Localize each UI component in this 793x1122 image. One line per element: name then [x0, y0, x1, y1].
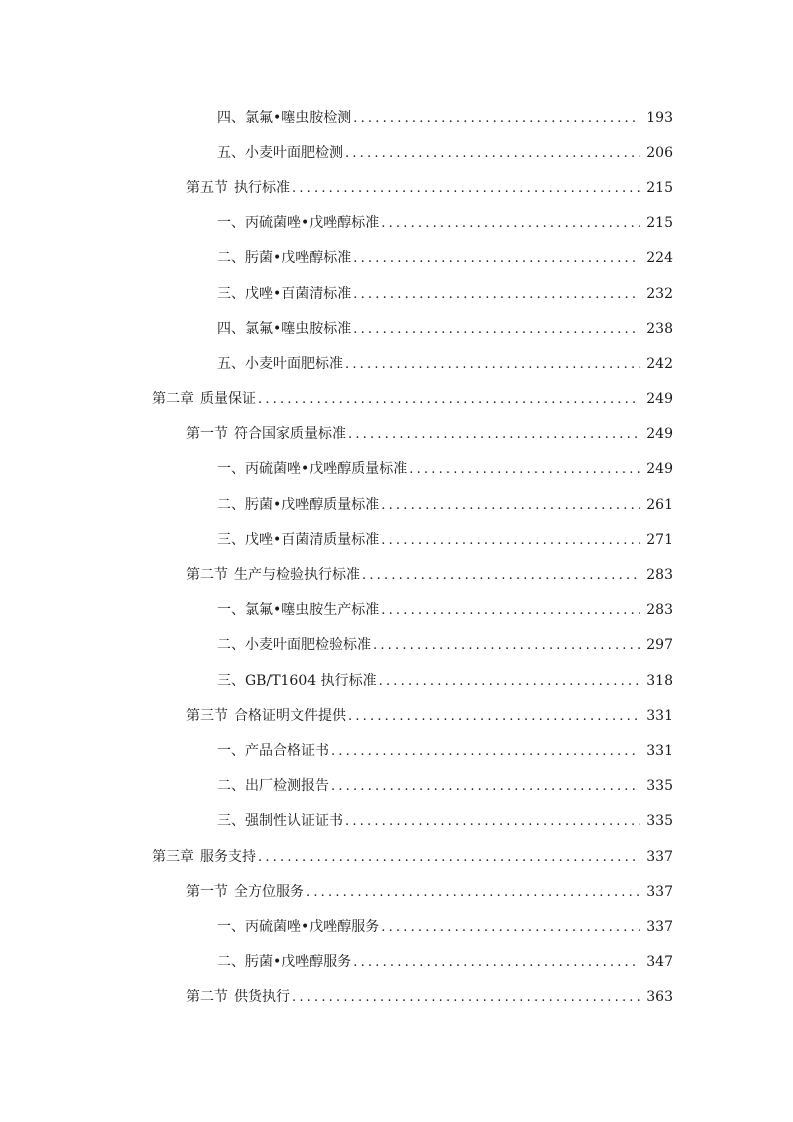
toc-entry-number: 第二节 — [186, 567, 228, 584]
toc-dot-leader — [331, 779, 640, 794]
toc-entry-number: 二、 — [217, 637, 245, 654]
toc-dot-leader — [381, 216, 640, 231]
toc-entry-title: 全方位服务 — [234, 883, 304, 900]
toc-page-number: 224 — [646, 250, 673, 267]
toc-dot-leader — [292, 181, 640, 196]
toc-page-number: 242 — [646, 355, 673, 372]
toc-dot-leader — [353, 251, 640, 266]
toc-entry-line — [186, 881, 793, 901]
toc-entry-23[interactable] — [0, 873, 793, 908]
toc-entry-11[interactable] — [0, 451, 793, 486]
toc-entry-line — [217, 740, 793, 760]
toc-entry-19[interactable] — [0, 732, 793, 767]
toc-entry-line — [186, 177, 793, 197]
toc-entry-line — [186, 986, 793, 1006]
toc-entry-title: 小麦叶面肥检验标准 — [245, 637, 371, 654]
toc-dot-leader — [409, 462, 640, 477]
toc-entry-8[interactable] — [0, 345, 793, 380]
toc-entry-title: 小麦叶面肥检测 — [245, 144, 343, 161]
toc-entry-line — [186, 423, 793, 443]
toc-entry-line — [217, 283, 793, 303]
toc-entry-number: 二、 — [217, 778, 245, 795]
toc-page-number: 232 — [646, 285, 673, 302]
toc-entry-title: 强制性认证证书 — [245, 813, 343, 830]
toc-entry-title: 丙硫菌唑•戊唑醇标准 — [245, 215, 380, 232]
toc-entry-number: 第三章 — [152, 848, 194, 865]
toc-entry-line — [217, 529, 793, 549]
toc-page-number: 331 — [646, 707, 673, 724]
toc-dot-leader — [353, 111, 640, 126]
toc-entry-line — [217, 670, 793, 690]
toc-entry-title: 供货执行 — [234, 989, 290, 1006]
toc-entry-13[interactable] — [0, 521, 793, 556]
toc-page-number: 283 — [646, 602, 673, 619]
toc-page-number: 335 — [646, 778, 673, 795]
toc-entry-line — [217, 318, 793, 338]
toc-page-number: 249 — [646, 461, 673, 478]
toc-entry-line — [217, 458, 793, 478]
toc-entry-17[interactable] — [0, 662, 793, 697]
toc-entry-line — [217, 634, 793, 654]
toc-dot-leader — [306, 885, 640, 900]
toc-entry-title: 小麦叶面肥标准 — [245, 355, 343, 372]
toc-dot-leader — [379, 674, 641, 689]
toc-page-number: 337 — [646, 918, 673, 935]
toc-entry-number: 第三节 — [186, 707, 228, 724]
toc-entry-number: 第一节 — [186, 883, 228, 900]
toc-entry-title: 出厂检测报告 — [245, 778, 329, 795]
toc-entry-number: 一、 — [217, 742, 245, 759]
toc-entry-2[interactable] — [0, 134, 793, 169]
toc-entry-number: 一、 — [217, 461, 245, 478]
toc-entry-15[interactable] — [0, 592, 793, 627]
toc-dot-leader — [381, 920, 640, 935]
toc-entry-3[interactable] — [0, 169, 793, 204]
toc-entry-number: 五、 — [217, 144, 245, 161]
toc-entry-number: 三、 — [217, 531, 245, 548]
toc-entry-number: 二、 — [217, 250, 245, 267]
toc-dot-leader — [381, 498, 640, 513]
toc-page-number: 193 — [646, 109, 673, 126]
toc-dot-leader — [331, 744, 640, 759]
toc-entry-title: 氯氟•噻虫胺标准 — [245, 320, 352, 337]
toc-entry-line — [186, 705, 793, 725]
toc-page-number: 363 — [646, 989, 673, 1006]
toc-entry-7[interactable] — [0, 310, 793, 345]
toc-entry-number: 第五节 — [186, 179, 228, 196]
toc-entry-18[interactable] — [0, 697, 793, 732]
toc-entry-title: 丙硫菌唑•戊唑醇服务 — [245, 918, 380, 935]
toc-entry-20[interactable] — [0, 768, 793, 803]
toc-entry-line — [217, 107, 793, 127]
toc-entry-line — [217, 599, 793, 619]
toc-entry-line — [217, 142, 793, 162]
toc-entry-1[interactable] — [0, 99, 793, 134]
toc-page-number: 206 — [646, 144, 673, 161]
toc-entry-line — [217, 951, 793, 971]
toc-entry-line — [217, 212, 793, 232]
toc-dot-leader — [353, 955, 640, 970]
toc-entry-number: 第二章 — [152, 391, 194, 408]
toc-dot-leader — [345, 357, 640, 372]
toc-entry-number: 五、 — [217, 355, 245, 372]
toc-entry-22[interactable] — [0, 838, 793, 873]
toc-entry-title: 生产与检验执行标准 — [234, 567, 360, 584]
toc-dot-leader — [381, 533, 640, 548]
toc-page-number: 249 — [646, 426, 673, 443]
toc-entry-26[interactable] — [0, 979, 793, 1014]
toc-entry-title: 氯氟•噻虫胺生产标准 — [245, 602, 380, 619]
toc-dot-leader — [345, 146, 640, 161]
toc-entry-25[interactable] — [0, 944, 793, 979]
toc-entry-number: 一、 — [217, 215, 245, 232]
toc-page-number: 297 — [646, 637, 673, 654]
toc-entry-number: 第二节 — [186, 989, 228, 1006]
toc-entry-number: 一、 — [217, 918, 245, 935]
toc-page-number: 261 — [646, 496, 673, 513]
toc-entry-24[interactable] — [0, 908, 793, 943]
toc-entry-number: 三、 — [217, 672, 245, 689]
toc-entry-title: 符合国家质量标准 — [234, 426, 346, 443]
toc-entry-title: GB/T1604 执行标准 — [245, 672, 377, 689]
toc-page-number: 331 — [646, 742, 673, 759]
toc-entry-title: 戊唑•百菌清标准 — [245, 285, 352, 302]
toc-entry-4[interactable] — [0, 205, 793, 240]
toc-entry-line — [217, 916, 793, 936]
toc-dot-leader — [353, 287, 640, 302]
toc-entry-title: 质量保证 — [200, 391, 256, 408]
toc-entry-16[interactable] — [0, 627, 793, 662]
toc-entry-number: 一、 — [217, 602, 245, 619]
toc-entry-title: 肟菌•戊唑醇标准 — [245, 250, 352, 267]
toc-page-number: 337 — [646, 848, 673, 865]
toc-entry-line — [152, 388, 793, 408]
toc-entry-12[interactable] — [0, 486, 793, 521]
toc-entry-14[interactable] — [0, 556, 793, 591]
toc-entry-number: 第一节 — [186, 426, 228, 443]
toc-entry-title: 肟菌•戊唑醇服务 — [245, 954, 352, 971]
toc-dot-leader — [258, 392, 640, 407]
toc-dot-leader — [258, 850, 640, 865]
toc-entry-line — [217, 810, 793, 830]
toc-entry-number: 二、 — [217, 496, 245, 513]
toc-dot-leader — [348, 709, 640, 724]
toc-page-number: 215 — [646, 179, 673, 196]
toc-page-number: 347 — [646, 954, 673, 971]
toc-entry-line — [186, 564, 793, 584]
toc-entry-number: 四、 — [217, 320, 245, 337]
toc-entry-line — [152, 846, 793, 866]
toc-dot-leader — [345, 814, 640, 829]
toc-entry-title: 服务支持 — [200, 848, 256, 865]
toc-entry-line — [217, 353, 793, 373]
toc-page-number: 271 — [646, 531, 673, 548]
toc-entry-9[interactable] — [0, 381, 793, 416]
toc-dot-leader — [381, 603, 640, 618]
toc-page-number: 335 — [646, 813, 673, 830]
toc-dot-leader — [353, 322, 640, 337]
toc-entry-title: 丙硫菌唑•戊唑醇质量标准 — [245, 461, 408, 478]
toc-entry-title: 肟菌•戊唑醇质量标准 — [245, 496, 380, 513]
toc-entry-number: 三、 — [217, 285, 245, 302]
toc-entry-number: 三、 — [217, 813, 245, 830]
toc-entry-title: 合格证明文件提供 — [234, 707, 346, 724]
toc-entry-number: 四、 — [217, 109, 245, 126]
toc-entry-title: 戊唑•百菌清质量标准 — [245, 531, 380, 548]
toc-dot-leader — [373, 638, 640, 653]
toc-entry-5[interactable] — [0, 240, 793, 275]
toc-entry-title: 产品合格证书 — [245, 742, 329, 759]
toc-entry-6[interactable] — [0, 275, 793, 310]
toc-page-number: 318 — [646, 672, 673, 689]
toc-entry-line — [217, 247, 793, 267]
toc-dot-leader — [292, 990, 640, 1005]
toc-entry-line — [217, 494, 793, 514]
toc-dot-leader — [348, 427, 640, 442]
toc-entry-10[interactable] — [0, 416, 793, 451]
toc-entry-title: 执行标准 — [234, 179, 290, 196]
toc-page-number: 249 — [646, 391, 673, 408]
toc-page-number: 283 — [646, 567, 673, 584]
toc-entry-number: 二、 — [217, 954, 245, 971]
toc-entry-line — [217, 775, 793, 795]
toc-page-number: 238 — [646, 320, 673, 337]
toc-entry-21[interactable] — [0, 803, 793, 838]
toc-dot-leader — [362, 568, 640, 583]
toc-page-number: 215 — [646, 215, 673, 232]
toc-entry-title: 氯氟•噻虫胺检测 — [245, 109, 352, 126]
table-of-contents — [0, 99, 793, 1014]
toc-page-number: 337 — [646, 883, 673, 900]
